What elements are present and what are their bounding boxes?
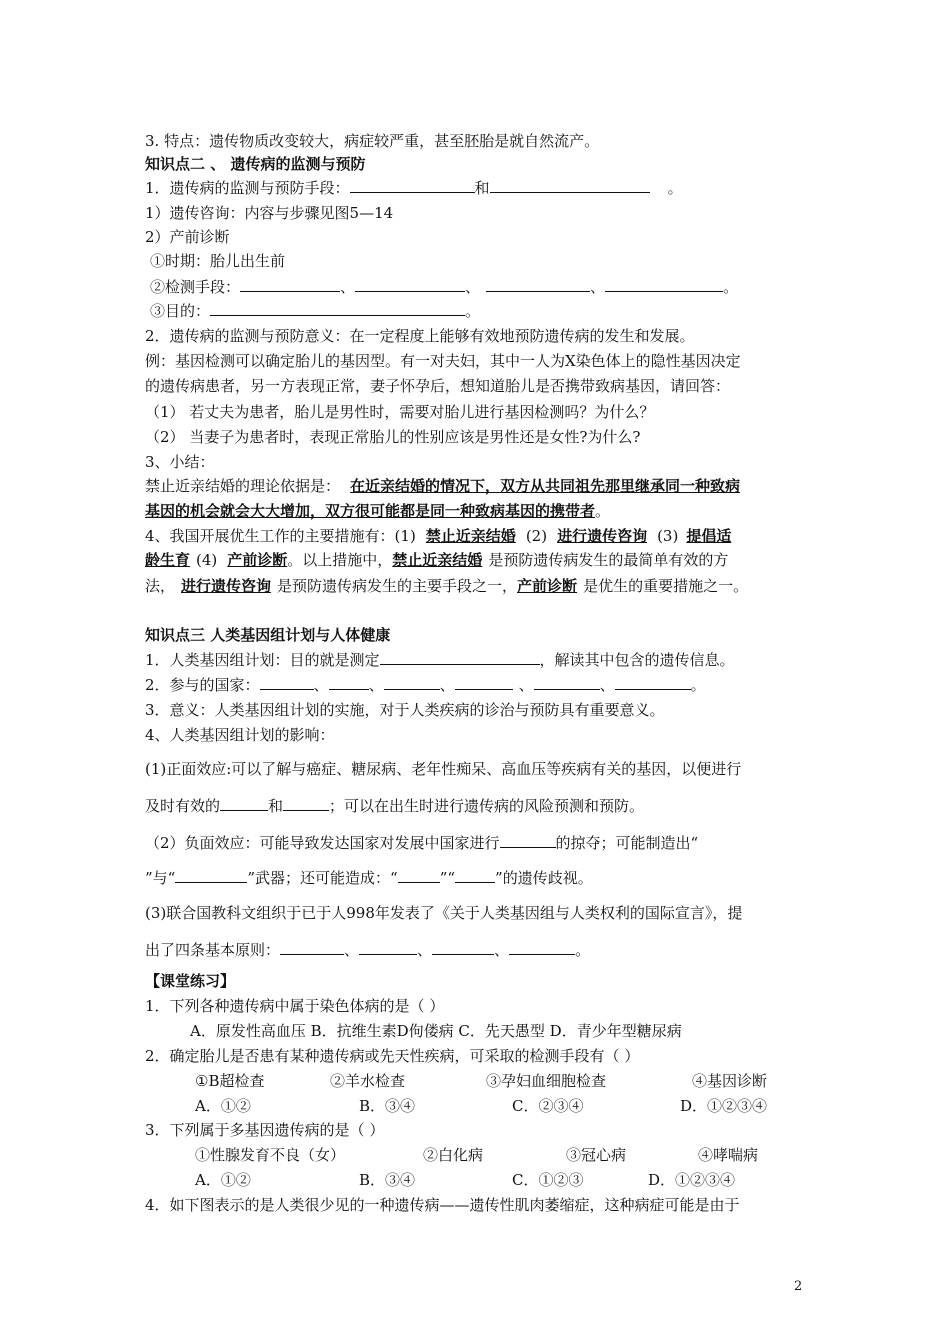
practice-title: 【课堂练习】 [145, 972, 236, 990]
summary-answer-cont: 基因的机会就会大大增加，双方很可能都是同一种致病基因的携带者 [145, 502, 596, 520]
page-number: 2 [794, 1279, 803, 1294]
negative-text: （2）负面效应：可能导致发达国家对发展中国家进行 [145, 834, 500, 852]
prenatal-diagnosis-line: 2）产前诊断 [145, 228, 230, 246]
answer-blank[interactable] [210, 301, 465, 316]
answer-blank[interactable] [534, 675, 600, 690]
separator: 、 [494, 941, 510, 959]
answer-blank[interactable] [605, 277, 723, 292]
detection-label: ②检测手段： [150, 278, 241, 296]
practice-2-item: ④基因诊断 [692, 1072, 768, 1090]
practice-2-option[interactable]: B．③④ [359, 1097, 416, 1115]
positive-text: 及时有效的 [145, 797, 221, 815]
answer-blank[interactable] [240, 277, 340, 292]
practice-3-option[interactable]: C．①②③ [512, 1171, 584, 1189]
practice-2-item: ③孕妇血细胞检查 [486, 1072, 607, 1090]
negative-text: 的掠夺；可能制造出“ [555, 834, 699, 852]
genetic-counseling-line: 1）遗传咨询：内容与步骤见图5—14 [145, 204, 394, 222]
measures-text: (4) [196, 551, 218, 569]
summary-answer: 在近亲结婚的情况下，双方从共同祖先那里继承同一种致病 [350, 477, 741, 495]
positive-text: ；可以在出生时进行遗传病的风险预测和预防。 [329, 797, 645, 815]
separator: 、 [599, 676, 615, 694]
answer-blank[interactable] [398, 868, 440, 883]
summary-title: 3、小结： [145, 453, 215, 471]
section-title-kp3: 知识点三 人类基因组计划与人体健康 [145, 626, 391, 644]
kp2-question-1 [145, 178, 683, 198]
summary-line-2 [145, 501, 610, 521]
kp3-question-4: 4、人类基因组计划的影响： [145, 726, 335, 744]
negative-effect-line-1 [145, 833, 698, 853]
answer-blank[interactable] [455, 868, 495, 883]
measures-line-2 [145, 550, 728, 570]
separator: 、 [465, 278, 481, 296]
negative-text: ”与“ [145, 869, 176, 887]
separator: 、 [344, 941, 360, 959]
measure-answer-7: 产前诊断 [517, 577, 578, 595]
separator: 、 [417, 941, 433, 959]
practice-2-option[interactable]: A．①② [195, 1097, 251, 1115]
answer-blank[interactable] [283, 796, 329, 811]
countries-label: 2．参与的国家： [145, 676, 260, 694]
kp3-question-3: 3．意义：人类基因组计划的实施，对于人类疾病的诊治与预防具有重要意义。 [145, 701, 665, 719]
practice-3-item: ④哮喘病 [698, 1146, 759, 1164]
separator: 、 [368, 676, 384, 694]
summary-line-1 [145, 476, 740, 496]
measure-answer-5: 禁止近亲结婚 [392, 551, 483, 569]
measures-line-3 [145, 576, 748, 596]
principles-label: 出了四条基本原则： [145, 941, 281, 959]
measure-answer-3: 提倡适 [686, 527, 732, 545]
negative-text: ”“ [439, 869, 456, 887]
separator: 、 [590, 278, 606, 296]
end-mark: 。 [690, 676, 706, 694]
example-question-2: （2） 当妻子为患者时，表现正常胎儿的性别应该是男性还是女性?为什么? [145, 428, 641, 446]
measures-text: (3) [657, 527, 679, 545]
positive-effect-line-1: (1)正面效应:可以了解与癌症、糖尿病、老年性痴呆、高血压等疾病有关的基因，以便进行 [145, 760, 742, 778]
kp2-q1-and: 和 [474, 179, 490, 197]
negative-effect-line-2 [145, 868, 593, 888]
practice-3-item: ②白化病 [423, 1146, 484, 1164]
example-line-1: 例：基因检测可以确定胎儿的基因型。有一对夫妇，其中一人为X染色体上的隐性基因决定 [145, 352, 741, 370]
summary-label: 禁止近亲结婚的理论依据是： [145, 477, 341, 495]
measure-answer-6: 进行遗传咨询 [181, 577, 272, 595]
measure-answer-1: 禁止近亲结婚 [425, 527, 516, 545]
period-line: ①时期：胎儿出生前 [150, 252, 286, 270]
answer-blank[interactable] [455, 675, 513, 690]
measures-line-1 [145, 526, 731, 546]
practice-question-4: 4．如下图表示的是人类很少见的一种遗传病——遗传性肌肉萎缩症，这种病症可能是由于 [145, 1196, 740, 1214]
measures-text: 。以上措施中， [287, 551, 393, 569]
measures-text: 4、我国开展优生工作的主要措施有：(1) [145, 527, 416, 545]
separator: 、 [313, 676, 329, 694]
negative-text: ”武器；还可能造成：“ [247, 869, 398, 887]
kp3-question-1 [145, 650, 735, 670]
negative-text: ”的遗传歧视。 [495, 869, 593, 887]
positive-effect-line-2 [145, 796, 644, 816]
separator: 、 [340, 278, 356, 296]
purpose-label: ③目的： [150, 302, 211, 320]
answer-blank[interactable] [615, 675, 691, 690]
section-title-kp2: 知识点二 、 遗传病的监测与预防 [145, 155, 366, 173]
answer-blank[interactable] [350, 178, 475, 193]
practice-2-item: ②羊水检查 [330, 1072, 406, 1090]
answer-blank[interactable] [509, 940, 575, 955]
answer-blank[interactable] [500, 833, 556, 848]
kp3-q1-text: 1．人类基因组计划：目的就是测定 [145, 651, 380, 669]
answer-blank[interactable] [280, 940, 344, 955]
kp2-q1-text: 1．遗传病的监测与预防手段： [145, 179, 350, 197]
measure-answer-2: 进行遗传咨询 [557, 527, 648, 545]
example-question-1: （1） 若丈夫为患者，胎儿是男性时，需要对胎儿进行基因检测吗？为什么？ [145, 403, 655, 421]
end-mark: 。 [595, 502, 611, 520]
answer-blank[interactable] [432, 940, 494, 955]
end-mark: 。 [465, 302, 481, 320]
practice-question-2: 2．确定胎儿是否患有某种遗传病或先天性疾病，可采取的检测手段有（ ） [145, 1047, 640, 1065]
kp2-question-2: 2．遗传病的监测与预防意义：在一定程度上能够有效地预防遗传病的发生和发展。 [145, 327, 695, 345]
measure-answer-4: 产前诊断 [227, 551, 288, 569]
answer-blank[interactable] [220, 796, 268, 811]
measures-text: 是预防遗传病发生的主要手段之一， [277, 577, 518, 595]
answer-blank[interactable] [380, 650, 540, 665]
measures-text: 法， [145, 577, 176, 595]
practice-3-item: ①性腺发育不良（女） [195, 1146, 346, 1164]
end-mark: 。 [575, 941, 591, 959]
kp3-q1-text-end: ，解读其中包含的遗传信息。 [539, 651, 735, 669]
kp3-question-2 [145, 675, 706, 695]
separator: 、 [518, 676, 534, 694]
practice-question-1: 1．下列各种遗传病中属于染色体病的是（ ） [145, 997, 445, 1015]
answer-blank[interactable] [359, 940, 417, 955]
purpose-line [150, 301, 480, 321]
practice-3-item: ③冠心病 [566, 1146, 627, 1164]
answer-blank[interactable] [260, 675, 314, 690]
declaration-line-2 [145, 940, 590, 960]
answer-blank[interactable] [175, 868, 247, 883]
detection-methods-line [150, 277, 738, 297]
separator: 、 [439, 676, 455, 694]
measures-text: 是预防遗传病发生的最简单有效的方 [488, 551, 729, 569]
practice-2-option[interactable]: D．①②③④ [680, 1097, 768, 1115]
measure-answer-3-cont: 龄生育 [145, 551, 191, 569]
answer-blank[interactable] [490, 178, 650, 193]
practice-question-3: 3．下列属于多基因遗传病的是（ ） [145, 1121, 385, 1139]
end-mark: 。 [723, 278, 739, 296]
example-line-2: 的遗传病患者，另一方表现正常，妻子怀孕后，想知道胎儿是否携带致病基因，请回答： [145, 377, 731, 395]
positive-text: 和 [268, 797, 284, 815]
practice-2-option[interactable]: C．②③④ [512, 1097, 584, 1115]
kp2-q1-end: 。 [667, 179, 683, 197]
practice-2-item: ①B超检查 [195, 1072, 265, 1090]
practice-1-options[interactable]: A．原发性高血压 B．抗维生素D佝偻病 C．先天愚型 D．青少年型糖尿病 [190, 1022, 682, 1040]
feature-line: 3. 特点：遗传物质改变较大，病症较严重，甚至胚胎是就自然流产。 [145, 132, 600, 150]
answer-blank[interactable] [486, 277, 590, 292]
answer-blank[interactable] [355, 277, 465, 292]
answer-blank[interactable] [329, 675, 369, 690]
practice-3-option[interactable]: D．①②③④ [648, 1171, 736, 1189]
practice-3-option[interactable]: B．③④ [359, 1171, 416, 1189]
measures-text: 是优生的重要措施之一。 [583, 577, 749, 595]
answer-blank[interactable] [384, 675, 440, 690]
measures-text: (2) [525, 527, 548, 545]
declaration-line-1: (3)联合国教科文组织于已于人998年发表了《关于人类基因组与人类权利的国际宣言》，提 [145, 904, 743, 922]
practice-3-option[interactable]: A．①② [195, 1171, 251, 1189]
